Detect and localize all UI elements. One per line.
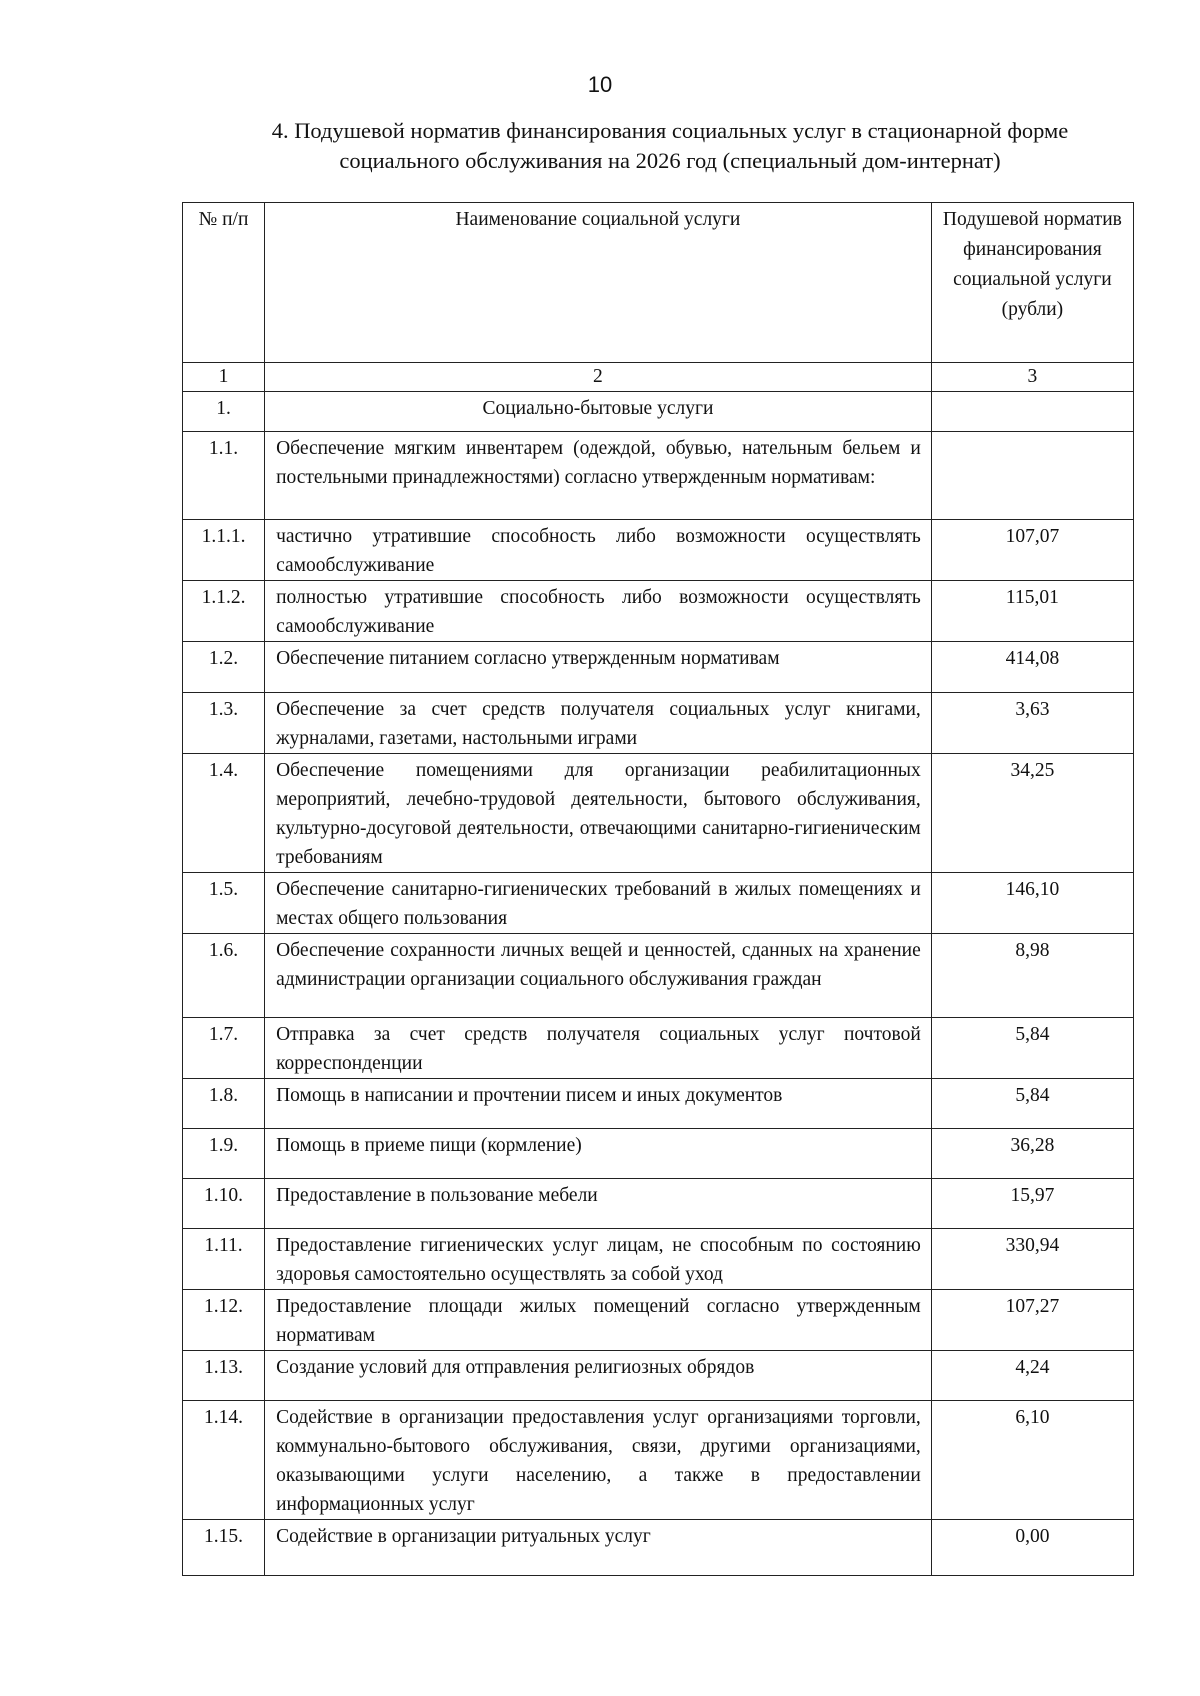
row-num: 1.7.: [183, 1018, 265, 1079]
row-rate-value: 8,98: [931, 934, 1133, 1018]
title-line-1: 4. Подушевой норматив финансирования социальных услуг в стационарной форме: [271, 118, 1069, 143]
row-service-name: Обеспечение питанием согласно утвержденным нормативам: [265, 642, 932, 693]
header-name: Наименование социальной услуги: [265, 203, 932, 363]
section-value: [931, 392, 1133, 432]
table-row: [183, 1079, 1134, 1129]
row-service-name: Обеспечение мягким инвентарем (одеждой, обувью, нательным бельем и постельными принадлежностями) согласно утвержденным нормативам:: [265, 432, 932, 520]
row-num: 1.1.1.: [183, 520, 265, 581]
row-num: 1.4.: [183, 754, 265, 873]
section-name: Социально-бытовые услуги: [265, 392, 932, 432]
row-service-name: Содействие в организации предоставления услуг организациями торговли, коммунально-бытового обслуживания, связи, другими организациями, оказывающими услуги населению, а также в предоставлении информационных услуг: [265, 1401, 932, 1520]
row-service-name: Помощь в приеме пищи (кормление): [265, 1129, 932, 1179]
row-num: 1.1.2.: [183, 581, 265, 642]
row-service-name: полностью утратившие способность либо возможности осуществлять самообслуживание: [265, 581, 932, 642]
row-rate-value: 330,94: [931, 1229, 1133, 1290]
row-rate-value: [931, 432, 1133, 520]
row-service-name: Предоставление площади жилых помещений согласно утвержденным нормативам: [265, 1290, 932, 1351]
row-service-name: Содействие в организации ритуальных услуг: [265, 1520, 932, 1576]
row-num: 1.10.: [183, 1179, 265, 1229]
table-row: [183, 1129, 1134, 1179]
table-row: [183, 693, 1134, 754]
row-service-name: Обеспечение за счет средств получателя социальных услуг книгами, журналами, газетами, настольными играми: [265, 693, 932, 754]
table-row: [183, 1290, 1134, 1351]
table-row: [183, 873, 1134, 934]
row-service-name: Обеспечение помещениями для организации реабилитационных мероприятий, лечебно-трудовой деятельности, бытового обслуживания, культурно-досуговой деятельности, отвечающими санитарно-гигиеническим требованиям: [265, 754, 932, 873]
row-num: 1.9.: [183, 1129, 265, 1179]
header-num: № п/п: [183, 203, 265, 363]
row-num: 1.8.: [183, 1079, 265, 1129]
row-rate-value: 414,08: [931, 642, 1133, 693]
row-num: 1.2.: [183, 642, 265, 693]
row-rate-value: 34,25: [931, 754, 1133, 873]
row-service-name: Предоставление в пользование мебели: [265, 1179, 932, 1229]
row-num: 1.13.: [183, 1351, 265, 1401]
table-row: [183, 1401, 1134, 1520]
table-row: [183, 1179, 1134, 1229]
row-num: 1.6.: [183, 934, 265, 1018]
row-num: 1.15.: [183, 1520, 265, 1576]
document-title: [200, 116, 1140, 176]
header-row: [183, 203, 1134, 363]
table-row: [183, 581, 1134, 642]
row-rate-value: 115,01: [931, 581, 1133, 642]
row-num: 1.3.: [183, 693, 265, 754]
row-service-name: Отправка за счет средств получателя социальных услуг почтовой корреспонденции: [265, 1018, 932, 1079]
table-row: [183, 934, 1134, 1018]
table-row: [183, 520, 1134, 581]
row-rate-value: 5,84: [931, 1018, 1133, 1079]
row-num: 1.11.: [183, 1229, 265, 1290]
row-rate-value: 3,63: [931, 693, 1133, 754]
row-service-name: Обеспечение санитарно-гигиенических требований в жилых помещениях и местах общего пользования: [265, 873, 932, 934]
table-row: [183, 754, 1134, 873]
row-service-name: Помощь в написании и прочтении писем и иных документов: [265, 1079, 932, 1129]
table-row: [183, 1229, 1134, 1290]
section-num: 1.: [183, 392, 265, 432]
row-rate-value: 15,97: [931, 1179, 1133, 1229]
column-index-2: 2: [265, 363, 932, 392]
section-row: [183, 392, 1134, 432]
title-line-2: социального обслуживания на 2026 год (специальный дом-интернат): [339, 148, 1001, 173]
row-num: 1.5.: [183, 873, 265, 934]
table-row: [183, 1351, 1134, 1401]
column-index-1: 1: [183, 363, 265, 392]
row-rate-value: 107,27: [931, 1290, 1133, 1351]
header-rate: Подушевой норматив финансирования социальной услуги (рубли): [931, 203, 1133, 363]
row-rate-value: 4,24: [931, 1351, 1133, 1401]
row-num: 1.14.: [183, 1401, 265, 1520]
table-row: [183, 1520, 1134, 1576]
row-rate-value: 0,00: [931, 1520, 1133, 1576]
table-row: [183, 432, 1134, 520]
table-row: [183, 642, 1134, 693]
row-service-name: Предоставление гигиенических услуг лицам, не способным по состоянию здоровья самостоятельно осуществлять за собой уход: [265, 1229, 932, 1290]
row-service-name: Создание условий для отправления религиозных обрядов: [265, 1351, 932, 1401]
row-service-name: частично утратившие способность либо возможности осуществлять самообслуживание: [265, 520, 932, 581]
table-row: [183, 1018, 1134, 1079]
row-rate-value: 36,28: [931, 1129, 1133, 1179]
row-rate-value: 5,84: [931, 1079, 1133, 1129]
row-rate-value: 6,10: [931, 1401, 1133, 1520]
row-rate-value: 146,10: [931, 873, 1133, 934]
row-num: 1.1.: [183, 432, 265, 520]
normative-table: [182, 202, 1134, 1576]
row-num: 1.12.: [183, 1290, 265, 1351]
row-service-name: Обеспечение сохранности личных вещей и ценностей, сданных на хранение администрации организации социального обслуживания граждан: [265, 934, 932, 1018]
page-number: 10: [587, 72, 613, 97]
row-rate-value: 107,07: [931, 520, 1133, 581]
column-index-3: 3: [931, 363, 1133, 392]
column-index-row: [183, 363, 1134, 392]
